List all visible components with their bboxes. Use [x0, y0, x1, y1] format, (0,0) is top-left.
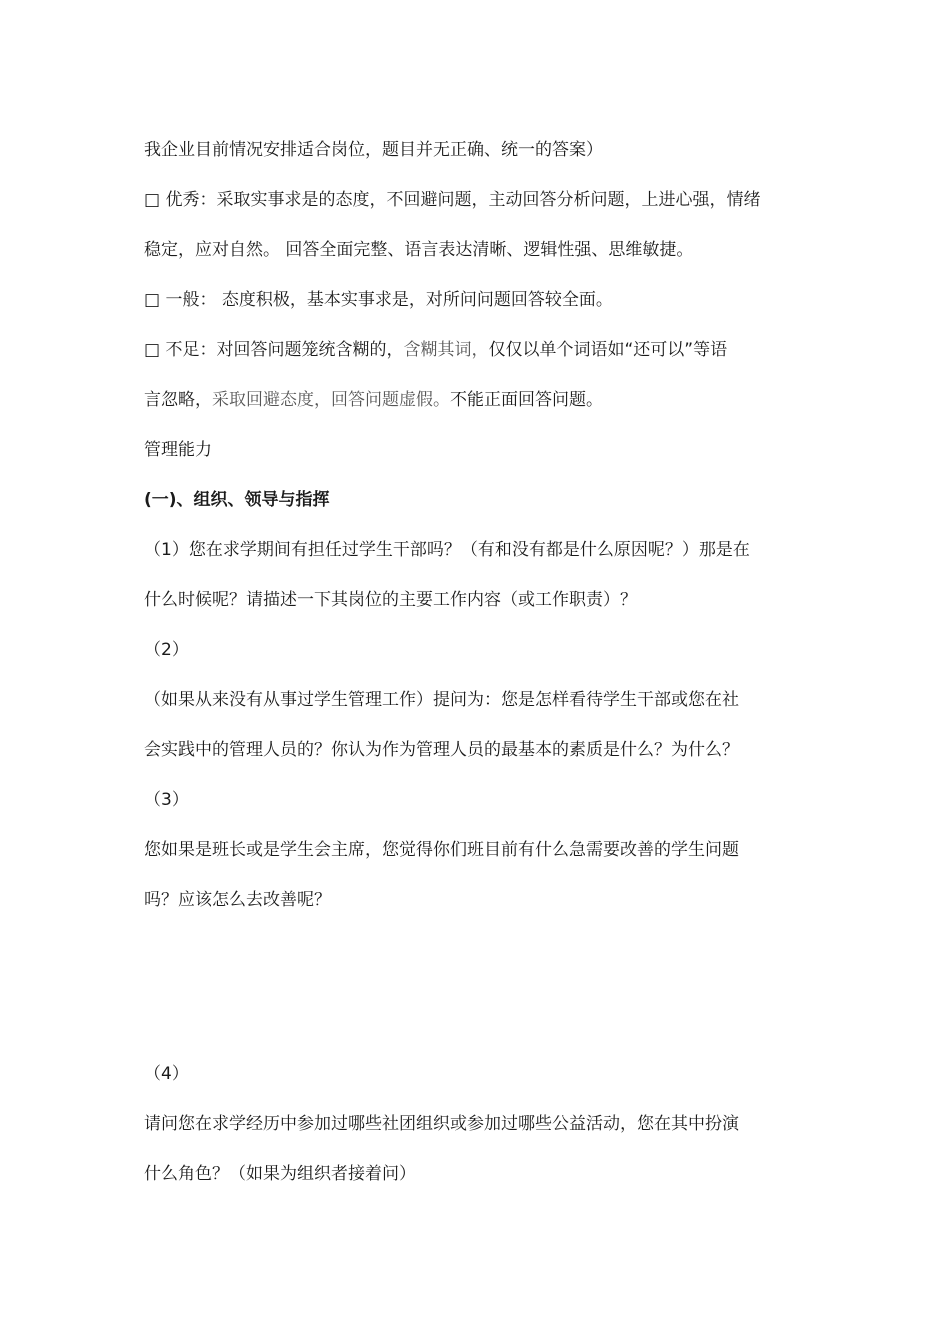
section-title: 管理能力	[144, 440, 212, 460]
insufficient-text-f: 不能正面回答问题。	[450, 390, 603, 410]
insufficient-text-d: 言忽略，	[144, 390, 212, 410]
question-3-line-1: 您如果是班长或是学生会主席，您觉得你们班目前有什么急需要改善的学生问题	[144, 840, 739, 860]
excellent-criterion-line-2: 稳定，应对自然。 回答全面完整、语言表达清晰、逻辑性强、思维敏捷。	[144, 240, 694, 260]
question-4-line-2: 什么角色？（如果为组织者接着问）	[144, 1164, 416, 1184]
question-2-line-1: （如果从来没有从事过学生管理工作）提问为：您是怎样看待学生干部或您在社	[144, 690, 739, 710]
intro-continuation: 我企业目前情况安排适合岗位，题目并无正确、统一的答案）	[144, 140, 603, 160]
insufficient-criterion-line-2	[144, 388, 808, 412]
question-4-number: （4）	[144, 1064, 189, 1084]
question-2-number: （2）	[144, 640, 189, 660]
average-criterion: □ 一般： 态度积极，基本实事求是，对所问问题回答较全面。	[144, 290, 613, 310]
question-3-number: （3）	[144, 790, 189, 810]
insufficient-text-b: 含糊其词，	[403, 340, 489, 360]
question-1-line-1: （1）您在求学期间有担任过学生干部吗？（有和没有都是什么原因呢？）那是在	[144, 540, 750, 560]
insufficient-criterion-line-1	[144, 338, 808, 362]
question-4-line-1: 请问您在求学经历中参加过哪些社团组织或参加过哪些公益活动，您在其中扮演	[144, 1114, 739, 1134]
question-2-line-2: 会实践中的管理人员的？你认为作为管理人员的最基本的素质是什么？为什么？	[144, 740, 739, 760]
question-1-line-2: 什么时候呢？请描述一下其岗位的主要工作内容（或工作职责）？	[144, 590, 637, 610]
question-3-line-2: 吗？应该怎么去改善呢？	[144, 890, 331, 910]
subsection-title: (一)、组织、领导与指挥	[144, 490, 330, 510]
insufficient-text-c: 仅仅以单个词语如“还可以”等语	[488, 340, 728, 360]
insufficient-text-e: 采取回避态度，回答问题虚假。	[212, 390, 450, 410]
excellent-criterion-line-1: □ 优秀：采取实事求是的态度，不回避问题，主动回答分析问题，上进心强，情绪	[144, 190, 761, 210]
insufficient-text-a: □ 不足：对回答问题笼统含糊的，	[144, 340, 404, 360]
